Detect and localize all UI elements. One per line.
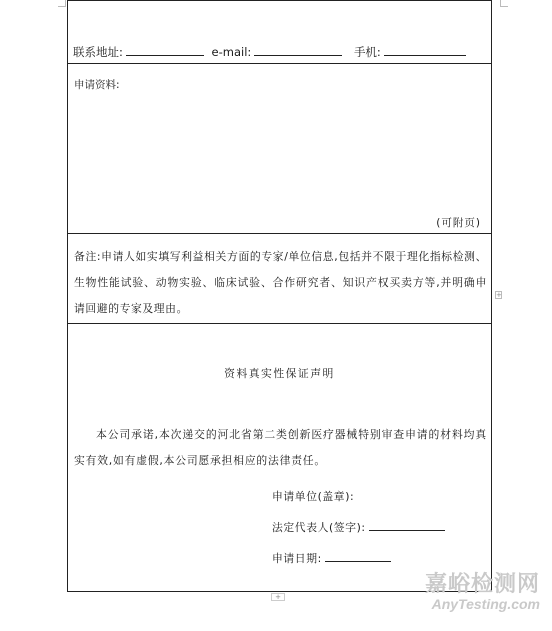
contact-row — [68, 1, 491, 64]
date-field[interactable] — [325, 549, 391, 562]
table-insert-handle[interactable]: + — [271, 593, 285, 601]
declaration-body: 本公司承诺,本次递交的河北省第二类创新医疗器械特别审查申请的材料均真实有效,如有虚假,本公司愿承担相应的法律责任。 — [74, 428, 487, 467]
signature-rep — [272, 518, 445, 535]
remarks-text: 备注:申请人如实填写利益相关方面的专家/单位信息,包括并不限于理化指标检测、生物性能试验、动物实验、临床试验、合作研究者、知识产权买卖方等,并明确申请回避的专家及理由。 — [74, 250, 487, 315]
materials-label: 申请资料: — [74, 79, 120, 91]
page-corner-mark-left — [58, 0, 66, 7]
row-insert-handle[interactable]: + — [496, 291, 502, 299]
email-label: e-mail: — [211, 45, 252, 59]
remarks-row — [68, 234, 491, 324]
declaration-row — [68, 324, 491, 593]
address-field[interactable] — [126, 43, 204, 56]
watermark-en: AnyTesting.com — [431, 596, 540, 612]
rep-label: 法定代表人(签字): — [272, 521, 366, 534]
materials-row — [68, 64, 491, 234]
signature-unit — [272, 489, 354, 504]
phone-field[interactable] — [384, 43, 466, 56]
watermark-cn: 嘉峪检测网 — [424, 571, 540, 596]
watermark — [425, 572, 540, 612]
phone-label: 手机: — [353, 45, 381, 59]
email-field[interactable] — [254, 43, 342, 56]
page-corner-mark-right — [500, 0, 508, 7]
rep-signature-field[interactable] — [369, 518, 445, 531]
unit-label: 申请单位(盖章): — [272, 490, 355, 503]
declaration-title: 资料真实性保证声明 — [224, 367, 335, 380]
signature-date — [272, 549, 391, 566]
contact-line — [73, 43, 466, 60]
attach-note: (可附页) — [436, 217, 481, 229]
application-form-table — [67, 0, 492, 592]
address-label: 联系地址: — [73, 45, 123, 59]
date-label: 申请日期: — [272, 552, 322, 565]
